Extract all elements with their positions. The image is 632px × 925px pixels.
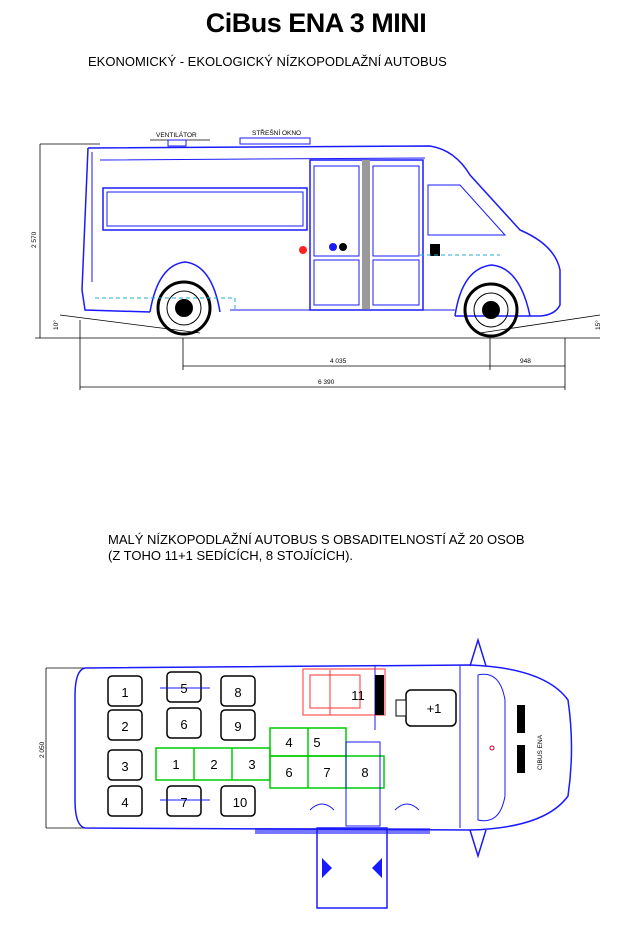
seat-3: 3 <box>121 759 129 774</box>
standing-1: 1 <box>172 757 180 772</box>
seat-7: 7 <box>180 795 188 810</box>
length-label: 6 390 <box>318 379 335 386</box>
seat-1: 1 <box>121 685 129 700</box>
capacity-line-2: (Z TOHO 11+1 SEDÍCÍCH, 8 STOJÍCÍCH). <box>108 548 354 563</box>
roof-window-label: STŘEŠNÍ OKNO <box>252 130 302 137</box>
wheelbase-label: 4 035 <box>330 358 347 365</box>
standing-5: 5 <box>313 735 321 750</box>
standing-2: 2 <box>210 757 218 772</box>
rear-angle-label: 15° <box>595 320 602 330</box>
ventilator-label: VENTILÁTOR <box>156 132 197 139</box>
standing-3: 3 <box>248 757 256 772</box>
side-view-drawing <box>0 120 632 400</box>
seat-6: 6 <box>180 717 188 732</box>
seat-driver: +1 <box>426 701 442 716</box>
top-view-drawing <box>0 630 632 920</box>
seat-10: 10 <box>232 795 248 810</box>
front-overhang-label: 948 <box>520 358 531 365</box>
seat-8: 8 <box>234 685 242 700</box>
capacity-description <box>108 532 525 564</box>
standing-6: 6 <box>285 765 293 780</box>
seat-4: 4 <box>121 795 129 810</box>
width-dimension-label: 2 050 <box>39 741 46 758</box>
page-title: CiBus ENA 3 MINI <box>205 8 427 38</box>
brand-text: CIBUS ENA <box>537 734 544 770</box>
seat-2: 2 <box>121 719 129 734</box>
standing-7: 7 <box>323 765 331 780</box>
front-angle-label: 10° <box>53 320 60 330</box>
height-dimension-label: 2 570 <box>31 231 38 248</box>
seat-11: 11 <box>351 688 365 703</box>
capacity-line-1: MALÝ NÍZKOPODLAŽNÍ AUTOBUS S OBSADITELNOSTÍ AŽ 20 OSOB <box>108 532 525 547</box>
page-subtitle: EKONOMICKÝ - EKOLOGICKÝ NÍZKOPODLAŽNÍ AUTOBUS <box>88 54 447 69</box>
seat-9: 9 <box>234 719 242 734</box>
standing-4: 4 <box>285 735 293 750</box>
standing-8: 8 <box>361 765 369 780</box>
seat-5: 5 <box>180 681 188 696</box>
